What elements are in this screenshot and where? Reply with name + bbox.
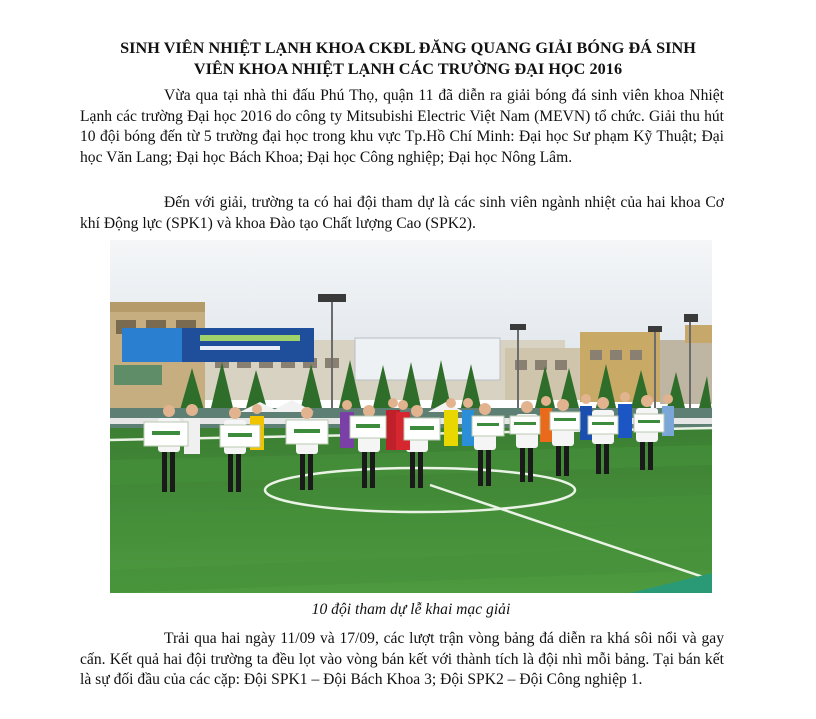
paragraph-results: Trải qua hai ngày 11/09 và 17/09, các lượt trận vòng bảng đá diễn ra khá sôi nổi và gay cấn. Kết quả hai đội trường ta đều lọt vào vòng bán kết với thành tích là đội nhì mỗi bảng. Tại bán kết là sự đối đầu của các cặp: Đội SPK1 – Đội Bách Khoa 3; Đội SPK2 – Đội Công nghiệp 1. <box>80 630 724 689</box>
opening-ceremony-photo <box>110 240 712 593</box>
paragraph-intro: Vừa qua tại nhà thi đấu Phú Thọ, quận 11 đã diễn ra giải bóng đá sinh viên khoa Nhiệt Lạnh các trường Đại học 2016 do công ty Mitsubishi Electric Việt Nam (MEVN) tổ chức. Giải thu hút 10 đội bóng đến từ 5 trường đại học trong khu vực Tp.Hồ Chí Minh: Đại học Sư phạm Kỹ Thuật; Đại học Văn Lang; Đại học Bách Khoa; Đại học Công nghiệp; Đại học Nông Lâm. <box>80 87 724 166</box>
paragraph-teams: Đến với giải, trường ta có hai đội tham dự là các sinh viên ngành nhiệt của hai khoa Cơ khí Động lực (SPK1) và khoa Đào tạo Chất lượng Cao (SPK2). <box>80 194 724 232</box>
photo-caption: 10 đội tham dự lễ khai mạc giải <box>311 601 511 618</box>
article-title <box>70 38 746 80</box>
title-line-1: SINH VIÊN NHIỆT LẠNH KHOA CKĐL ĐĂNG QUANG GIẢI BÓNG ĐÁ SINH <box>120 39 696 57</box>
title-line-2: VIÊN KHOA NHIỆT LẠNH CÁC TRƯỜNG ĐẠI HỌC 2016 <box>193 60 623 78</box>
photo-sponsor-banner <box>122 328 314 362</box>
